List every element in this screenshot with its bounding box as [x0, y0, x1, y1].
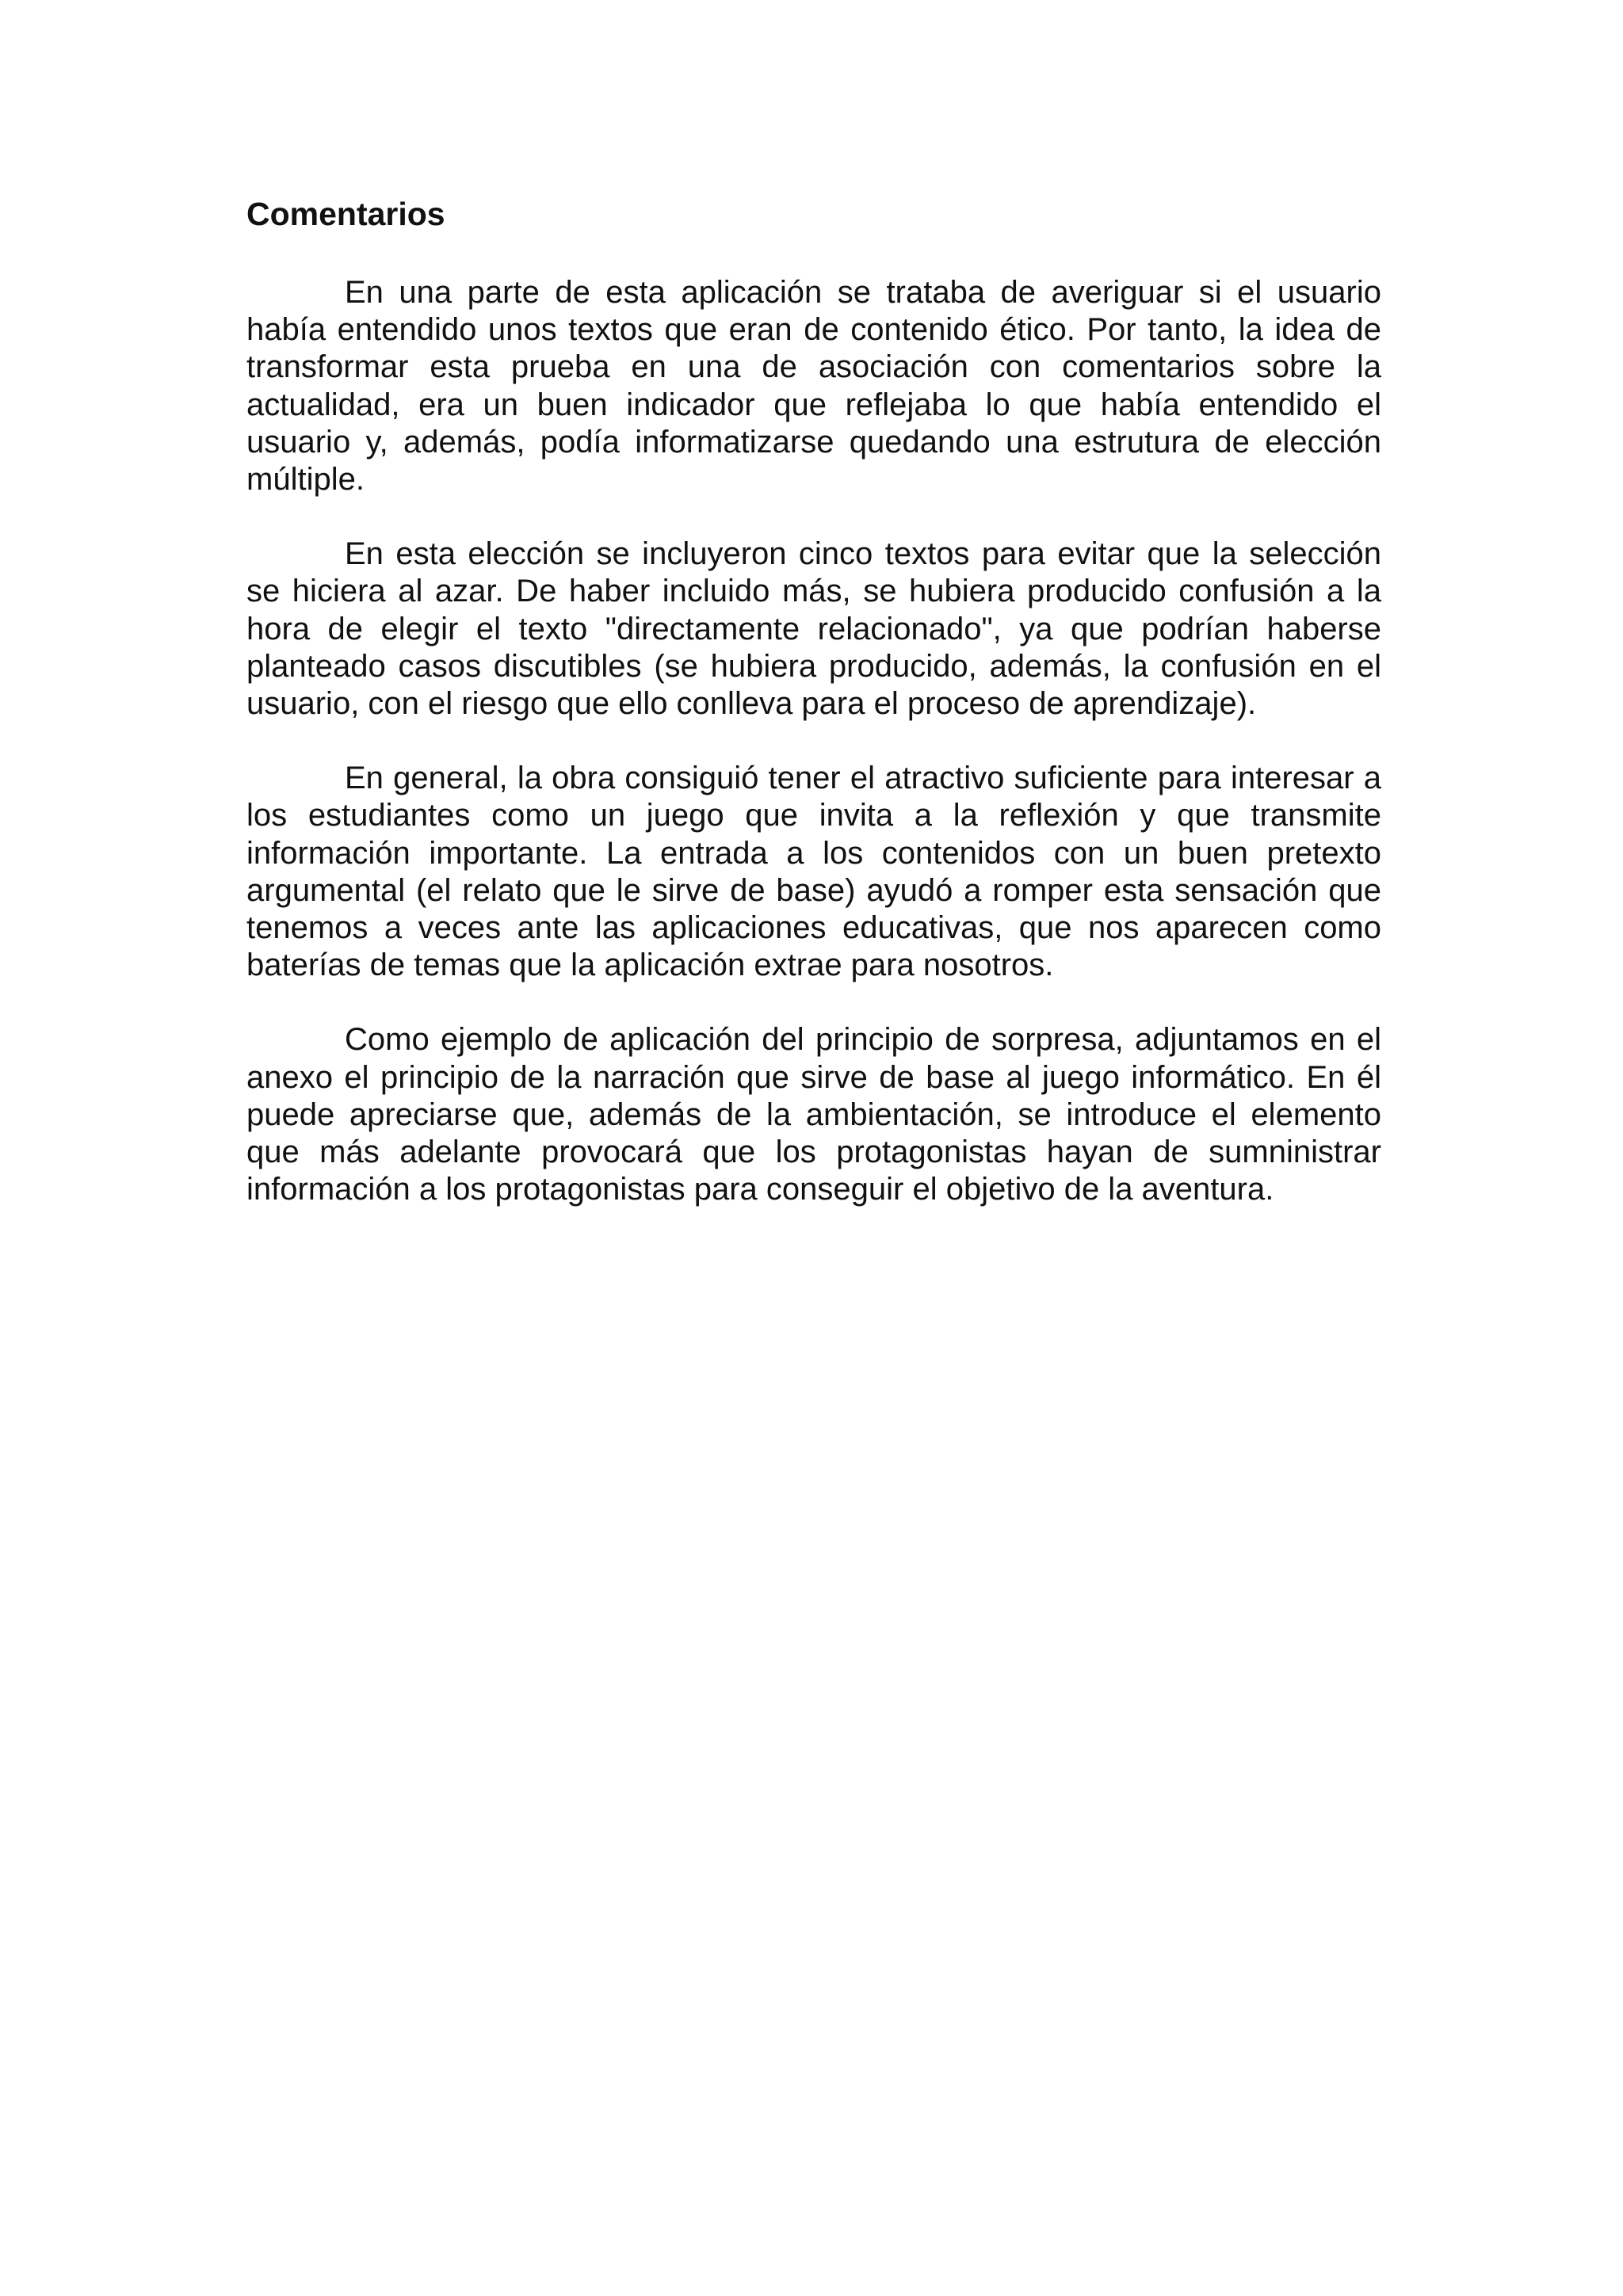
section-title: Comentarios: [246, 196, 445, 232]
paragraph-3: En general, la obra consiguió tener el atractivo suficiente para interesar a los estudiantes como un juego que invita a la reflexión y que transmite información importante. La entrada a los contenidos con un buen pretexto argumental (el relato que le sirve de base) ayudó a romper esta sensación que tenemos a veces ante las aplicaciones educativas, que nos aparecen como baterías de temas que la aplicación extrae para nosotros.: [246, 761, 1381, 983]
document-body: [246, 195, 1381, 1245]
paragraph-1: En una parte de esta aplicación se trataba de averiguar si el usuario había entendido unos textos que eran de contenido ético. Por tanto, la idea de transformar esta prueba en una de asociación con comentarios sobre la actualidad, era un buen indicador que reflejaba lo que había entendido el usuario y, además, podía informatizarse quedando una estrutura de elección múltiple.: [246, 275, 1381, 498]
paragraph-2: En esta elección se incluyeron cinco textos para evitar que la selección se hiciera al azar. De haber incluido más, se hubiera producido confusión a la hora de elegir el texto "directamente relacionado", ya que podrían haberse planteado casos discutibles (se hubiera producido, además, la confusión en el usuario, con el riesgo que ello conlleva para el proceso de aprendizaje).: [246, 536, 1381, 722]
paragraph-4: Como ejemplo de aplicación del principio de sorpresa, adjuntamos en el anexo el principio de la narración que sirve de base al juego informático. En él puede apreciarse que, además de la ambientación, se introduce el elemento que más adelante provocará que los protagonistas hayan de sumninistrar información a los protagonistas para conseguir el objetivo de la aventura.: [246, 1022, 1381, 1207]
